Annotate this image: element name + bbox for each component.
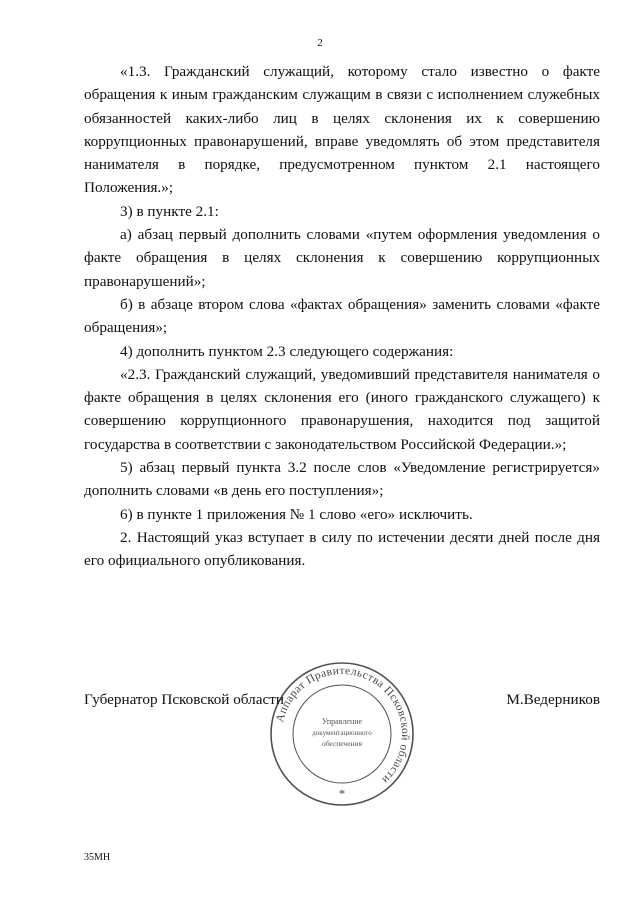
stamp-inner-line-3: обеспечения [321, 739, 363, 748]
stamp-inner-line-2: документационного [312, 729, 372, 737]
paragraph-1-3-clause: «1.3. Гражданский служащий, которому стало известно о факте обращения к иным гражданским служащим в связи с исполнением служебных обязанностей каких-либо лиц в целях склонения их к совершению коррупционных правонарушений, вправе уведомлять об этом представителя нанимателя в порядке, предусмотренном пунктом 2.1 настоящего Положения.»; [84, 63, 600, 197]
paragraph-effective-date: 2. Настоящий указ вступает в силу по истечении десяти дней после дня его официального опубликования. [84, 528, 600, 570]
paragraph-item-3a: а) абзац первый дополнить словами «путем оформления уведомления о факте обращения в целях склонения к совершению коррупционных правонарушений»; [84, 226, 600, 290]
stamp-outer-text: Аппарат Правительства Псковской области [274, 664, 412, 786]
signatory-name: М.Ведерников [506, 691, 600, 708]
document-code: 35МН [84, 852, 111, 863]
paragraph-2-3-clause: «2.3. Гражданский служащий, уведомивший представителя нанимателя о факте обращения в целях склонения его (иного гражданского служащего) к совершению коррупционного правонарушения, находится под защитой государства в соответствии с законодательством Российской Федерации.»; [84, 365, 600, 453]
stamp-star-icon: * [338, 786, 346, 801]
paragraph-item-5: 5) абзац первый пункта 3.2 после слов «Уведомление регистрируется» дополнить словами «в день его поступления»; [84, 459, 600, 500]
official-seal-stamp [268, 660, 416, 808]
document-body [84, 60, 600, 573]
stamp-inner-line-1: Управление [321, 717, 363, 726]
signatory-position: Губернатор Псковской области [84, 691, 284, 708]
paragraph-item-3: 3) в пункте 2.1: [120, 202, 219, 220]
paragraph-item-3b: б) в абзаце втором слова «фактах обращения» заменить словами «факте обращения»; [84, 295, 600, 337]
page-number: 2 [317, 37, 323, 49]
paragraph-item-6: 6) в пункте 1 приложения № 1 слово «его» исключить. [120, 505, 473, 523]
paragraph-item-4: 4) дополнить пунктом 2.3 следующего содержания: [120, 342, 454, 360]
